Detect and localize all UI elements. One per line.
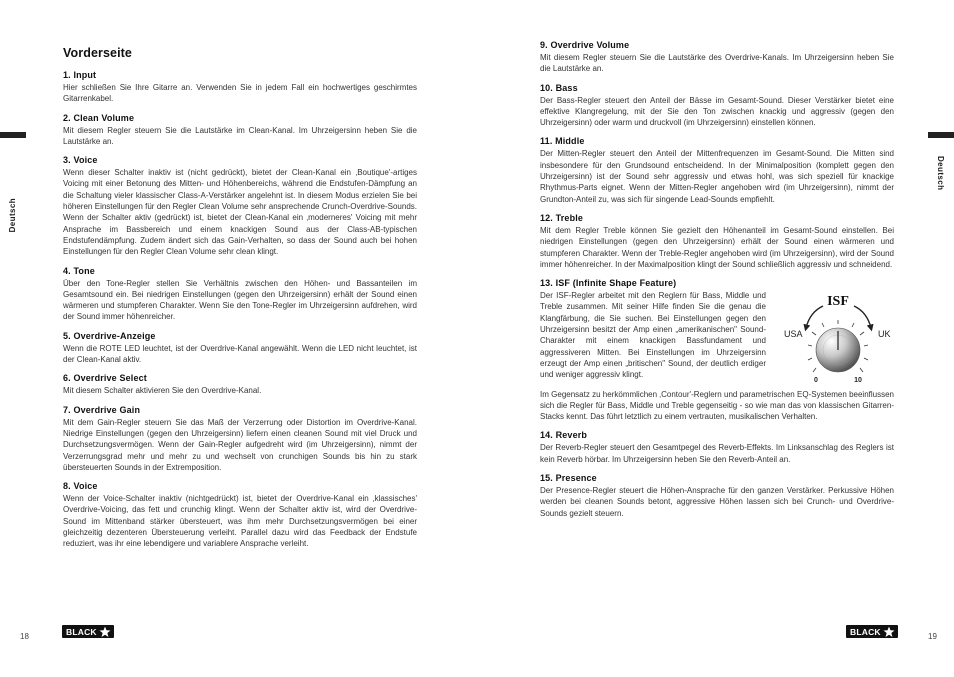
section-text: Wenn der Voice-Schalter inaktiv (nichtgedrückt) ist, bietet der Overdrive-Kanal ein ‚klassisches' Overdrive-Voicing, das fett und crunchig klingt. Wenn der Schalter aktiv ist, wird der Overdrive-Sound im Mittenband stärker übersteuert, was ihm mehr Durchsetzungsvermögen bei einer gleichzeitig dezenteren Übersteuerung verleiht. Parallel dazu wird das Feedback der Endstufe reduziert, was ihr eine lebendigere und variablere Ansprache verleiht. — [63, 494, 417, 549]
section-text: Wenn die ROTE LED leuchtet, ist der Overdrive-Kanal angewählt. Wenn die LED nicht leuchtet, ist der Clean-Kanal aktiv. — [63, 343, 417, 365]
section-text: Der ISF-Regler arbeitet mit den Reglern für Bass, Middle und Treble zusammen. Mit seiner Hilfe finden Sie die genau die Klangfärbung, die Sie suchen. Bei Einstellungen gegen den Uhrzeigersinn besitzt der Amp einen „amerikanischen" Sound-Charakter mit einem knackigen Bassfundament und aggressiveren Mitten. Bei Einstellungen im Uhrzeigersinn erzeugt der Amp einen „britischen" Sound, der deutlich erdiger und weniger aggressiv klingt. — [540, 291, 766, 380]
isf-knob-diagram — [778, 290, 898, 390]
blackstar-logo — [846, 625, 898, 638]
page-title: Vorderseite — [63, 46, 132, 60]
section-heading: 14. Reverb — [540, 430, 588, 441]
isf-usa-label: USA — [784, 329, 803, 340]
section-text: Mit diesem Schalter aktivieren Sie den Overdrive-Kanal. — [63, 386, 262, 396]
page-number: 18 — [20, 632, 29, 641]
section-heading: 1. Input — [63, 70, 97, 80]
language-tab-right — [928, 132, 954, 216]
section-heading: 7. Overdrive Gain — [63, 404, 141, 415]
section-text: Im Gegensatz zu herkömmlichen ‚Contour'-Reglern und parametrischen EQ-Systemen beeinflussen sich die Regler für Bass, Middle und Treble gegenseitig - so wie man das von klassischen Gitarren-Stacks kennt. Das führt letztlich zu einem vertrauten, musikalischen Verhalten. — [540, 389, 894, 422]
clockwise-arrow-icon — [854, 306, 871, 328]
blackstar-logo — [62, 625, 114, 638]
section-heading: 5. Overdrive-Anzeige — [63, 330, 156, 341]
isf-max-label: 10 — [854, 377, 862, 385]
star-icon — [99, 626, 111, 638]
section-heading: 2. Clean Volume — [63, 112, 135, 123]
section-text: Über den Tone-Regler stellen Sie Verhältnis zwischen den Höhen- und Bassanteilen im Gesamtsound ein. Bei niedrigen Einstellungen (gegen den Uhrzeigersinn) erhält der Sound einen wärmeren und stumpferen Charakter. Wenn Sie den Tone-Regler im Uhrzeigersinn aufdrehen, wird der Sound immer höhenreicher. — [63, 278, 417, 322]
section-heading: 10. Bass — [540, 82, 578, 93]
section-text: Mit dem Regler Treble können Sie gezielt den Höhenanteil im Gesamt-Sound einstellen. Bei niedrigen Einstellungen (gegen den Uhrzeigersinn) erhält der Sound einen wärmeren und stumpferen Charakter. Wenn der Treble-Regler angehoben wird (im Uhrzeigersinn), wird der Sound immer höhenreicher. In der Maximalposition klingt der Sound schließlich aggressiv und schneidend. — [540, 225, 894, 269]
section-text: Mit diesem Regler steuern Sie die Lautstärke im Clean-Kanal. Im Uhrzeigersinn heben Sie die Lautstärke an. — [63, 125, 417, 146]
section-heading: 15. Presence — [540, 473, 597, 484]
logo-text: BLACK — [850, 626, 881, 637]
isf-min-label: 0 — [814, 377, 818, 385]
page-number: 19 — [928, 632, 937, 641]
section-heading: 11. Middle — [540, 136, 585, 147]
section-heading: 8. Voice — [63, 481, 98, 492]
section-text: Hier schließen Sie Ihre Gitarre an. Verwenden Sie in jedem Fall ein hochwertiges geschirmtes Gitarrenkabel. — [63, 83, 417, 104]
section-text: Mit diesem Regler steuern Sie die Lautstärke des Overdrive-Kanals. Im Uhrzeigersinn heben Sie die Lautstärke an. — [540, 53, 894, 74]
logo-text: BLACK — [66, 626, 97, 637]
section-heading: 4. Tone — [63, 265, 95, 276]
counterclockwise-arrow-icon — [806, 306, 823, 328]
section-heading: 6. Overdrive Select — [63, 373, 147, 384]
section-heading: 9. Overdrive Volume — [540, 40, 630, 50]
star-icon — [883, 626, 895, 638]
section-text: Der Presence-Regler steuert die Höhen-Ansprache für den ganzen Verstärker. Perkussive Höhen werden bei cleanen Sounds betont, aggressive Höhen lassen sich bei Crunch- und Overdrive-Sounds gezielt steuern. — [540, 486, 894, 518]
isf-uk-label: UK — [878, 329, 891, 340]
section-heading: 3. Voice — [63, 155, 98, 166]
language-tab-left — [0, 132, 26, 233]
section-text: Mit dem Gain-Regler steuern Sie das Maß der Verzerrung oder Distortion im Overdrive-Kanal. Niedrige Einstellungen (gegen den Uhrzeigersinn) liefern einen cleanen Sound mit viel Druck und Durchsetzungsvermögen. Wenn der Gain-Regler aufgedreht wird (im Uhrzeigersinn), nimmt der Verzerrungsgrad mehr und mehr zu und wechselt von crunchigen Sounds bis hin zu stark übersteuerten Sounds in der Extremposition. — [63, 417, 417, 472]
section-text: Der Bass-Regler steuert den Anteil der Bässe im Gesamt-Sound. Dieser Verstärker bietet eine effektive Klangregelung, mit der Sie den Ton zwischen knackig und aggressiv (gegen den Uhrzeigersinn) oder warm und druckvoll (im Uhrzeigersinn) einstellen können. — [540, 95, 894, 128]
language-tab-label: Deutsch — [8, 198, 17, 233]
left-page-column — [63, 40, 417, 558]
section-text: Der Reverb-Regler steuert den Gesamtpegel des Reverb-Effekts. Im Linksanschlag des Reglers ist kein Reverb hörbar. Im Uhrzeigersinn heben Sie den Reverb-Anteil an. — [540, 443, 894, 464]
section-text: Wenn dieser Schalter inaktiv ist (nicht gedrückt), bietet der Clean-Kanal ein ‚Boutique'-artiges Voicing mit einer Betonung des Mitten- und Höhenbereichs, während die Endstufen-Dämpfung an die Schaltung vieler klassischer Class-A-Verstärker angelehnt ist. In diesem Modus erzielen Sie bei höheren Einstellungen für den Regler Clean Volume sehr ansprechende Crunch-Overdrive-Sounds. Wenn der Schalter aktiv (gedrückt) ist, bietet der Clean-Kanal ein ‚moderneres' Voicing mit mehr Ansprache im Bassbereich und einem knackigen Sound aus der Class-AB-typischen Endstufendämpfung. Zudem ändert sich das Gain-Verhalten, so dass der Sound auch bei hohen Einstellungen für den Regler Clean Volume sehr clean klingt. — [63, 168, 417, 257]
isf-section — [540, 290, 894, 385]
language-tab-label: Deutsch — [936, 156, 945, 191]
section-text: Der Mitten-Regler steuert den Anteil der Mittenfrequenzen im Gesamt-Sound. Die Mitten sind insbesondere für den Grundsound entscheidend. In der Minimalposition (komplett gegen den Uhrzeigersinn) ist der Sound sehr aggressiv und etwas hohl, was sich speziell für knackige Rhythmus-Parts eignet. Wenn der Mitten-Regler angehoben wird (im Uhrzeigersinn), nimmt der Grundton-Anteil zu, was sich für singende Lead-Sounds empfiehlt. — [540, 149, 894, 204]
section-heading: 13. ISF (Infinite Shape Feature) — [540, 278, 677, 289]
right-page-column — [540, 40, 894, 527]
section-heading: 12. Treble — [540, 212, 584, 223]
isf-knob-label: ISF — [827, 294, 849, 310]
